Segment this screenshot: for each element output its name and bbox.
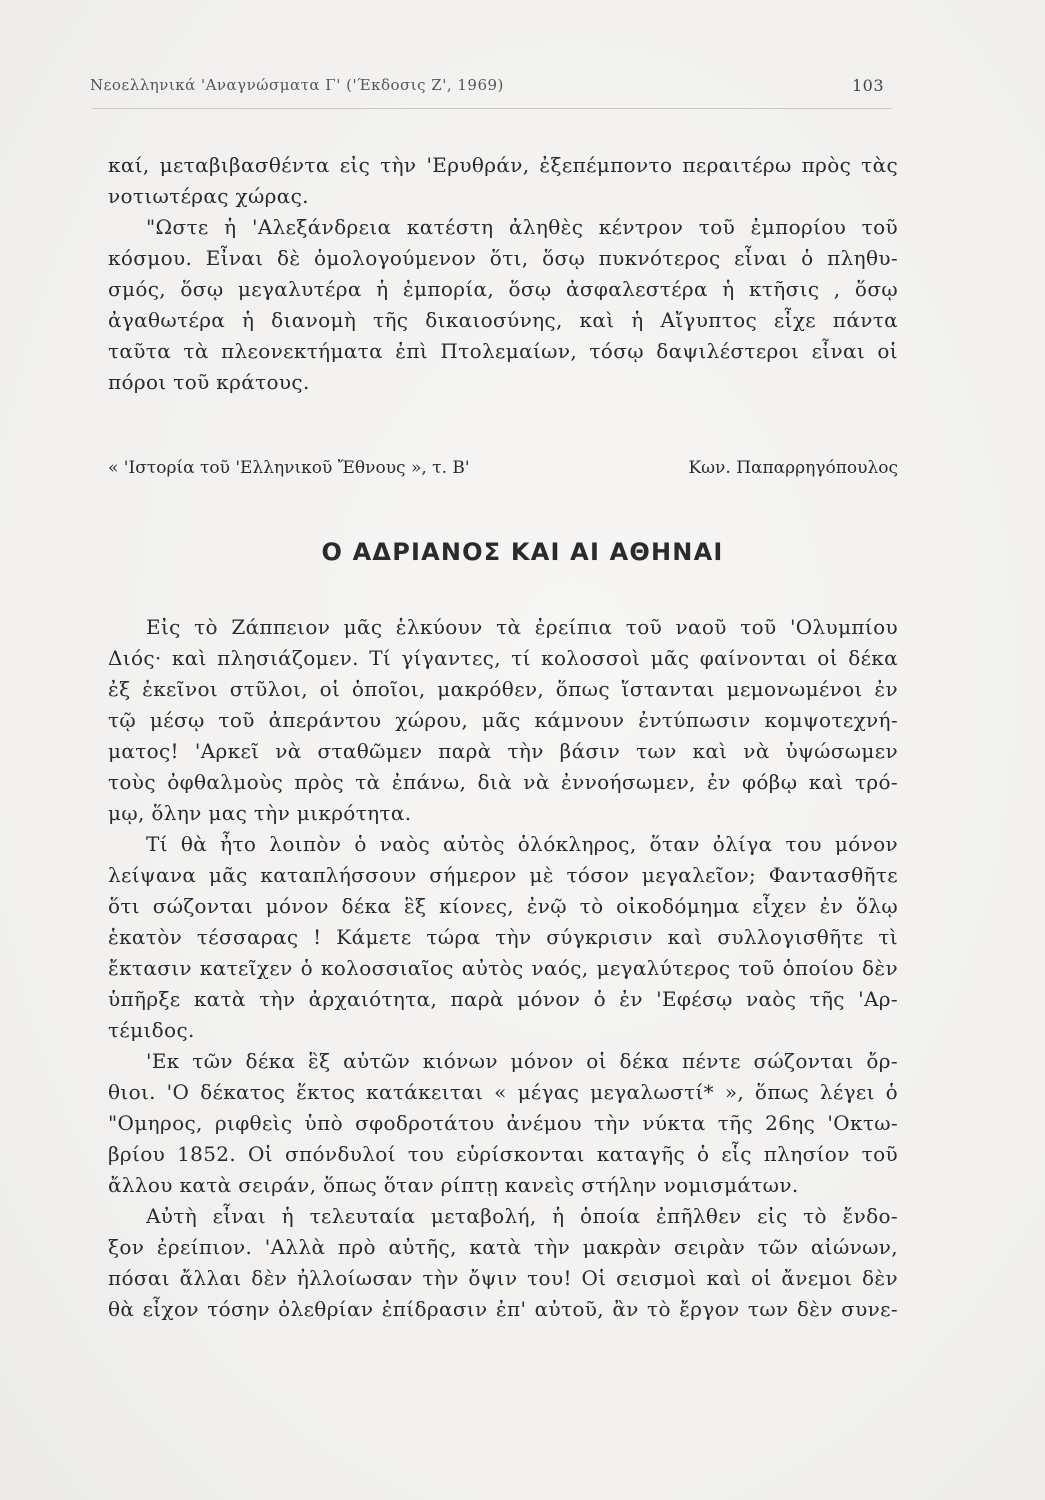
text-line: Διός· καὶ πλησιάζομεν. Τί γίγαντες, τί κολοσσοὶ μᾶς φαίνονται οἱ δέκα [108, 646, 898, 670]
text-line: ταῦτα τὰ πλεονεκτήματα ἐπὶ Πτολεμαίων, τόσῳ δαψιλέστεροι εἶναι οἱ [108, 339, 898, 363]
paragraph-2 [108, 829, 898, 1046]
text-line: ἔκτασιν κατεῖχεν ὁ κολοσσιαῖος αὐτὸς ναός, μεγαλύτερος τοῦ ὁποίου δὲν [108, 956, 898, 980]
text-line: πόροι τοῦ κράτους. [108, 370, 310, 394]
text-line: ἑκατὸν τέσσαρας ! Κάμετε τώρα τὴν σύγκρισιν καὶ συλλογισθῆτε τὶ [108, 925, 898, 949]
source-work: « 'Ιστορία τοῦ 'Ελληνικοῦ Ἔθνους », τ. Β' [108, 458, 470, 478]
text-line: βρίου 1852. Οἱ σπόνδυλοί του εὑρίσκονται καταγῆς ὁ εἷς πλησίον τοῦ [108, 1142, 898, 1166]
text-line: θιοι. 'Ο δέκατος ἕκτος κατάκειται « μέγας μεγαλωστί* », ὅπως λέγει ὁ [108, 1080, 898, 1104]
text-line: τοὺς ὀφθαλμοὺς πρὸς τὰ ἐπάνω, διὰ νὰ ἐννοήσωμεν, ἐν φόβῳ καὶ τρό- [108, 770, 898, 794]
text-line: "Ομηρος, ριφθεὶς ὑπὸ σφοδροτάτου ἀνέμου τὴν νύκτα τῆς 26ης 'Οκτω- [108, 1111, 898, 1135]
text-line: Εἰς τὸ Ζάππειον μᾶς ἑλκύουν τὰ ἐρείπια τοῦ ναοῦ τοῦ 'Ολυμπίου [146, 615, 898, 639]
paragraph-1 [108, 612, 898, 829]
text-line: Τί θὰ ἦτο λοιπὸν ὁ ναὸς αὐτὸς ὁλόκληρος, ὅταν ὀλίγα του μόνον [146, 832, 898, 856]
text-line: μῳ, ὅλην μας τὴν μικρότητα. [108, 801, 412, 825]
text-line: ὑπῆρξε κατὰ τὴν ἀρχαιότητα, παρὰ μόνον ὁ ἐν 'Εφέσῳ ναὸς τῆς 'Αρ- [108, 987, 898, 1011]
running-head [90, 76, 890, 104]
text-line: ξον ἐρείπιον. 'Αλλὰ πρὸ αὐτῆς, κατὰ τὴν μακρὰν σειρὰν τῶν αἰώνων, [108, 1235, 898, 1259]
text-line: Αὐτὴ εἶναι ἡ τελευταία μεταβολή, ἡ ὁποία ἐπῆλθεν εἰς τὸ ἔνδο- [146, 1204, 898, 1228]
text-line: 'Εκ τῶν δέκα ἓξ αὐτῶν κιόνων μόνον οἱ δέκα πέντε σώζονται ὄρ- [146, 1049, 898, 1073]
text-line: ἀγαθωτέρα ἡ διανομὴ τῆς δικαιοσύνης, καὶ ἡ Αἴγυπτος εἶχε πάντα [108, 308, 898, 332]
text-line: ὅτι σώζονται μόνον δέκα ἓξ κίονες, ἐνῷ τὸ οἰκοδόμημα εἶχεν ἐν ὅλῳ [108, 894, 898, 918]
text-line: λείψανα μᾶς καταπλήσσουν σήμερον μὲ τόσον μεγαλεῖον; Φαντασθῆτε [108, 863, 898, 887]
text-line: πόσαι ἄλλαι δὲν ἠλλοίωσαν τὴν ὄψιν του! Οἱ σεισμοὶ καὶ οἱ ἄνεμοι δὲν [108, 1266, 898, 1290]
chapter-heading: Ο ΑΔΡΙΑΝΟΣ ΚΑΙ ΑΙ ΑΘΗΝΑΙ [321, 538, 724, 566]
paragraph-4 [108, 1201, 898, 1325]
text-line: τῷ μέσῳ τοῦ ἀπεράντου χώρου, μᾶς κάμνουν ἐντύπωσιν κομψοτεχνή- [108, 708, 898, 732]
text-line: ἄλλου κατὰ σειράν, ὅπως ὅταν ρίπτῃ κανεὶς στήλην νομισμάτων. [108, 1173, 799, 1197]
text-line: κόσμου. Εἶναι δὲ ὁμολογούμενον ὅτι, ὅσῳ πυκνότερος εἶναι ὁ πληθυ- [108, 246, 898, 270]
source-citation [108, 453, 898, 483]
header-rule [92, 108, 892, 109]
text-line: θὰ εἶχον τόσην ὀλεθρίαν ἐπίδρασιν ἐπ' αὐτοῦ, ἂν τὸ ἔργον των δὲν συνε- [108, 1297, 898, 1321]
text-line: σμός, ὅσῳ μεγαλυτέρα ἡ ἐμπορία, ὅσῳ ἀσφαλεστέρα ἡ κτῆσις , ὅσῳ [108, 277, 898, 301]
top-paragraph [108, 150, 898, 398]
text-line: καί, μεταβιβασθέντα εἰς τὴν 'Ερυθράν, ἐξεπέμποντο περαιτέρω πρὸς τὰς [108, 153, 898, 177]
text-line: ἐξ ἐκεῖνοι στῦλοι, οἱ ὁποῖοι, μακρόθεν, ὅπως ἵστανται μεμονωμένοι ἐν [108, 677, 898, 701]
text-line: νοτιωτέρας χώρας. [108, 184, 309, 208]
text-line: ματος! 'Αρκεῖ νὰ σταθῶμεν παρὰ τὴν βάσιν των καὶ νὰ ὑψώσωμεν [108, 739, 898, 763]
paragraph-3 [108, 1046, 898, 1201]
page-number: 103 [851, 76, 884, 95]
text-line: τέμιδος. [108, 1018, 195, 1042]
source-author: Κων. Παπαρρηγόπουλος [688, 458, 898, 478]
running-head-title: Νεοελληνικά 'Αναγνώσματα Γ' ('Έκδοσις Ζ', 1969) [90, 76, 504, 94]
text-line: "Ωστε ἡ 'Αλεξάνδρεια κατέστη ἀληθὲς κέντρον τοῦ ἐμπορίου τοῦ [146, 215, 898, 239]
